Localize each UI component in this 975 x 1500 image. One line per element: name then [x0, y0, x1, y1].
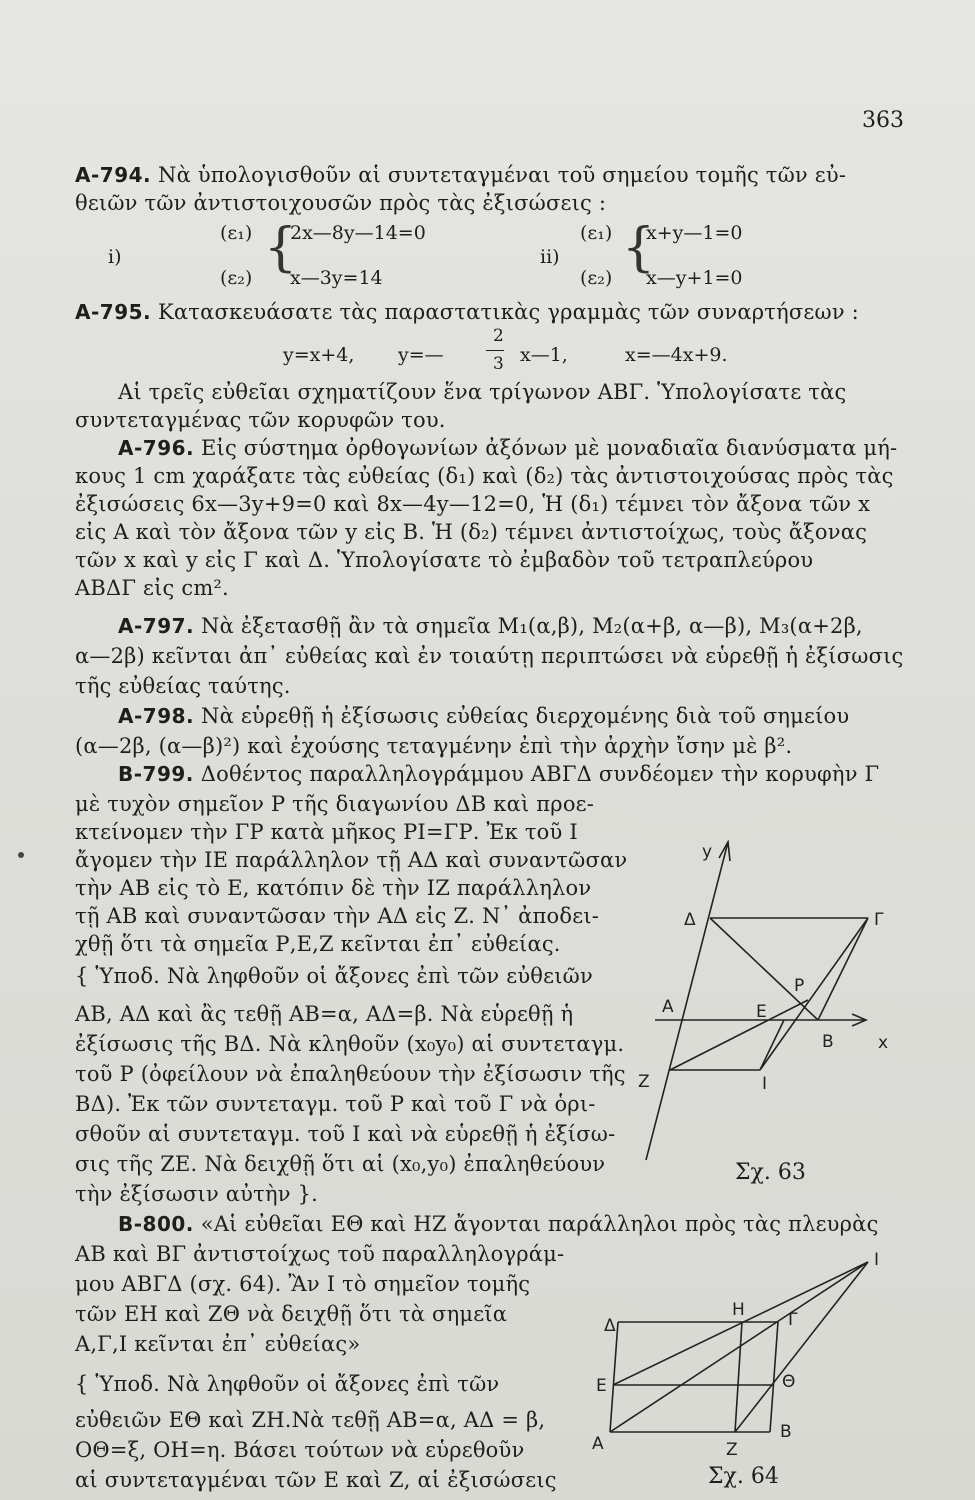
- problem-800-line-5: Α,Γ,Ι κεῖνται ἐπ᾽ εὐθείας»: [75, 1332, 361, 1356]
- fig64-label-Z: Z: [726, 1440, 738, 1460]
- fig63-label-B: B: [822, 1032, 834, 1052]
- system-ii-label: ii): [540, 246, 560, 268]
- system-ii-brace: {: [622, 218, 656, 278]
- problem-799-hint-8: τὴν ἐξίσωσιν αὐτὴν }.: [75, 1182, 319, 1206]
- fig64-line-AI: [610, 1262, 868, 1432]
- fig64-side-AD: [610, 1322, 618, 1432]
- problem-id: Α-794.: [75, 163, 152, 187]
- problem-800-hint-1: { Ὑποδ. Νὰ ληφθοῦν οἱ ἄξονες ἐπὶ τῶν: [75, 1372, 500, 1396]
- problem-799-hint-6: σθοῦν αἱ συντεταγμ. τοῦ Ι καὶ νὰ εὑρεθῇ ἡ ἐξίσω-: [75, 1122, 616, 1146]
- problem-795-line-1: Α-795. Κατασκευάσατε τὰς παραστατικὰς γραμμὰς τῶν συναρτήσεων :: [75, 300, 859, 324]
- problem-797-line-3: τῆς εὐθείας ταύτης.: [75, 674, 291, 698]
- problem-797-line-1: Α-797. Νὰ ἐξετασθῇ ἂν τὰ σημεῖα M₁(α,β), M₂(α+β, α—β), M₃(α+2β,: [118, 614, 863, 638]
- fig63-label-x: x: [878, 1033, 889, 1053]
- fig64-line-HZ: [735, 1322, 742, 1432]
- function-1: y=x+4,: [283, 344, 355, 366]
- problem-796-line-5: τῶν x καὶ y εἰς Γ καὶ Δ. Ὑπολογίσατε τὸ ἐμβαδὸν τοῦ τετραπλεύρου: [75, 548, 814, 572]
- problem-798-line-2: (α—2β, (α—β)²) καὶ ἐχούσης τεταγμένην ἐπὶ τὴν ἀρχὴν ἴσην μὲ β².: [75, 734, 793, 758]
- fig64-label-E: E: [596, 1376, 607, 1396]
- fig64-label-A: A: [592, 1434, 604, 1454]
- problem-796-line-4: εἰς Α καὶ τὸν ἄξονα τῶν y εἰς Β. Ἡ (δ₂) τέμνει ἀντιστοίχως, τοὺς ἄξονας: [75, 520, 868, 544]
- fig63-label-I: I: [762, 1074, 768, 1094]
- problem-800-line-1: Β-800. «Αἱ εὐθεῖαι ΕΘ καὶ ΗΖ ἄγονται παράλληλοι πρὸς τὰς πλευρὰς: [118, 1212, 879, 1236]
- system-i-brace: {: [264, 218, 298, 278]
- problem-795-line-2: Αἱ τρεῖς εὐθεῖαι σχηματίζουν ἕνα τρίγωνον ΑΒΓ. Ὑπολογίσατε τὰς: [118, 380, 847, 404]
- problem-799-line-3: κτείνομεν τὴν ΓΡ κατὰ μῆκος ΡΙ=ΓΡ. Ἐκ τοῦ Ι: [75, 820, 578, 844]
- problem-800-hint-3: OΘ=ξ, OH=η. Βάσει τούτων νὰ εὑρεθοῦν: [75, 1438, 525, 1462]
- fig63-label-D: Δ: [684, 910, 696, 930]
- problem-800-hint-4: αἱ συντεταγμέναι τῶν Ε καὶ Ζ, αἱ ἐξισώσεις: [75, 1468, 557, 1492]
- problem-796-line-3: ἐξισώσεις 6x—3y+9=0 καὶ 8x—4y—12=0, Ἡ (δ₁) τέμνει τὸν ἄξονα τῶν x: [75, 492, 871, 516]
- problem-799-line-7: χθῇ ὅτι τὰ σημεῖα Ρ,Ε,Ζ κεῖνται ἐπ᾽ εὐθείας.: [75, 932, 561, 956]
- problem-798-line-1: Α-798. Νὰ εὑρεθῇ ἡ ἐξίσωσις εὐθείας διερχομένης διὰ τοῦ σημείου: [118, 704, 850, 728]
- problem-id: Α-797.: [118, 614, 195, 638]
- system-ii-e2: (ε₂): [580, 267, 613, 289]
- fraction-numerator: 2: [493, 326, 504, 346]
- problem-799-hint-3: ἐξίσωσις τῆς ΒΔ. Νὰ κληθοῦν (x₀y₀) αἱ συντεταγμ.: [75, 1032, 625, 1056]
- problem-797-line-2: α—2β) κεῖνται ἀπ᾽ εὐθείας καὶ ἐν τοιαύτῃ περιπτώσει νὰ εὑρεθῇ ἡ ἐξίσωσις: [75, 644, 904, 668]
- fig64-label-D: Δ: [604, 1316, 616, 1336]
- function-3: x=—4x+9.: [625, 344, 728, 366]
- fig63-label-A: A: [662, 997, 674, 1017]
- problem-796-line-1: Α-796. Εἰς σύστημα ὀρθογωνίων ἀξόνων μὲ μοναδιαῖα διανύσματα μή-: [118, 436, 898, 460]
- problem-id: Α-796.: [118, 436, 195, 460]
- fig64-label-G: Γ: [788, 1310, 798, 1330]
- problem-id: Α-798.: [118, 704, 195, 728]
- fig64-label-B: B: [780, 1422, 792, 1442]
- problem-799-hint-1: { Ὑποδ. Νὰ ληφθοῦν οἱ ἄξονες ἐπὶ τῶν εὐθειῶν: [75, 964, 593, 988]
- problem-800-line-2: ΑΒ καὶ ΒΓ ἀντιστοίχως τοῦ παραλληλογράμ-: [75, 1242, 565, 1266]
- fig63-label-E: E: [756, 1002, 767, 1022]
- problem-800-hint-2: εὐθειῶν ΕΘ καὶ ΖΗ.Νὰ τεθῇ AB=α, AΔ = β,: [75, 1408, 546, 1432]
- system-ii-eq1: x+y—1=0: [646, 222, 743, 244]
- function-2b: x—1,: [520, 344, 568, 366]
- problem-799-hint-2: ΑΒ, ΑΔ καὶ ἂς τεθῇ AB=α, AΔ=β. Νὰ εὑρεθῇ ἡ: [75, 1002, 574, 1026]
- fig63-label-P: P: [794, 976, 805, 996]
- problem-799-hint-4: τοῦ Ρ (ὀφείλουν νὰ ἐπαληθεύουν τὴν ἐξίσωσιν τῆς: [75, 1062, 626, 1086]
- fig64-side-GB: [770, 1322, 778, 1432]
- system-i-eq2: x—3y=14: [290, 267, 383, 289]
- fig64-line-ZI: [735, 1262, 868, 1432]
- problem-799-line-4: ἄγομεν τὴν ΙΕ παράλληλον τῇ ΑΔ καὶ συναντῶσαν: [75, 848, 628, 872]
- function-2a: y=—: [398, 344, 444, 366]
- system-i-eq1: 2x—8y—14=0: [290, 222, 426, 244]
- system-ii-e1: (ε₁): [580, 222, 613, 244]
- fig64-label-H: H: [732, 1300, 745, 1320]
- problem-id: Β-799.: [118, 762, 194, 786]
- page-number: 363: [862, 108, 904, 133]
- problem-id: Α-795.: [75, 300, 152, 324]
- fig64-line-EI: [613, 1262, 868, 1385]
- problem-799-hint-7: σις τῆς ΖΕ. Νὰ δειχθῇ ὅτι αἱ (x₀,y₀) ἐπαληθεύουν: [75, 1152, 606, 1176]
- fig63-caption: Σχ. 63: [735, 1160, 806, 1185]
- fig63-label-G: Γ: [874, 910, 884, 930]
- problem-796-line-2: κους 1 cm χαράξατε τὰς εὐθείας (δ₁) καὶ (δ₂) τὰς ἀντιστοιχούσας πρὸς τὰς: [75, 464, 894, 488]
- system-i-e1: (ε₁): [220, 222, 253, 244]
- problem-795-line-3: συντεταγμένας τῶν κορυφῶν του.: [75, 408, 446, 432]
- problem-800-line-4: τῶν ΕΗ καὶ ΖΘ νὰ δειχθῇ ὅτι τὰ σημεῖα: [75, 1302, 508, 1326]
- fig63-label-y: y: [702, 842, 713, 862]
- problem-id: Β-800.: [118, 1212, 194, 1236]
- problem-794-line-2: θειῶν τῶν ἀντιστοιχουσῶν πρὸς τὰς ἐξισώσεις :: [75, 191, 607, 215]
- problem-799-line-5: τὴν ΑΒ εἰς τὸ Ε, κατόπιν δὲ τὴν ΙΖ παράλληλον: [75, 876, 592, 900]
- problem-800-line-3: μου ΑΒΓΔ (σχ. 64). Ἂν Ι τὸ σημεῖον τομῆς: [75, 1272, 531, 1296]
- fig64-label-I: I: [874, 1250, 880, 1270]
- problem-799-line-6: τῇ ΑΒ καὶ συναντῶσαν τὴν ΑΔ εἰς Ζ. Ν᾽ ἀποδει-: [75, 904, 600, 928]
- problem-799-hint-5: ΒΔ). Ἐκ τῶν συντεταγμ. τοῦ Ρ καὶ τοῦ Γ νὰ ὁρι-: [75, 1092, 596, 1116]
- problem-799-line-2: μὲ τυχὸν σημεῖον Ρ τῆς διαγωνίου ΔΒ καὶ προε-: [75, 792, 595, 816]
- system-i-e2: (ε₂): [220, 267, 253, 289]
- system-i-label: i): [108, 246, 122, 268]
- fig64-caption: Σχ. 64: [708, 1464, 779, 1489]
- problem-794-line-1: Α-794. Νὰ ὑπολογισθοῦν αἱ συντεταγμέναι τοῦ σημείου τομῆς τῶν εὐ-: [75, 163, 847, 187]
- fig63-label-Z: Z: [638, 1072, 650, 1092]
- fig64-label-TH: Θ: [782, 1372, 796, 1392]
- problem-799-line-1: Β-799. Δοθέντος παραλληλογράμμου ΑΒΓΔ συνδέομεν τὴν κορυφὴν Γ: [118, 762, 880, 786]
- fraction-denominator: 3: [493, 354, 504, 374]
- system-ii-eq2: x—y+1=0: [646, 267, 743, 289]
- problem-796-line-6: ΑΒΔΓ εἰς cm².: [75, 576, 229, 600]
